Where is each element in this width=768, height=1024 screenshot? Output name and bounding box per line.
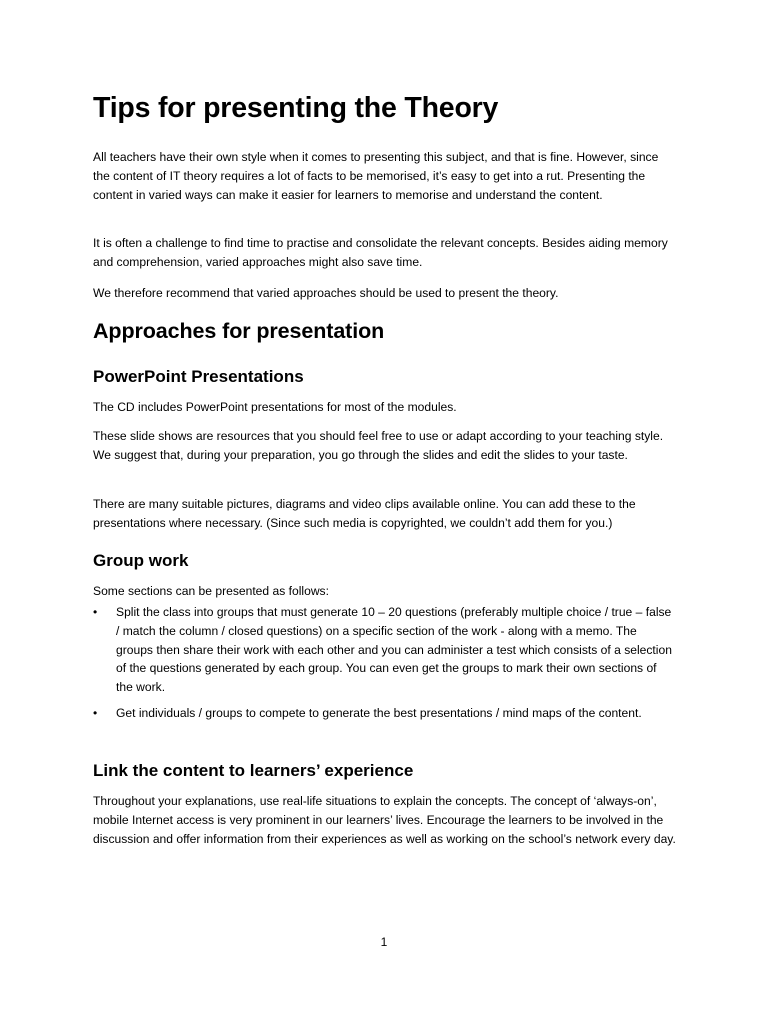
group-work-heading: Group work <box>93 551 189 570</box>
powerpoint-paragraph-1: The CD includes PowerPoint presentations for most of the modules. <box>93 400 457 414</box>
bullet-icon: • <box>93 705 98 720</box>
list-item-text: Split the class into groups that must generate 10 – 20 questions (preferably multiple choice / true – false / match the column / closed questions) on a specific section of the work - along with a memo. The groups then share their work with each other and you can administer a test which consists of a selection of the questions generated by each group. You can even get the groups to mark their own sections of the work. <box>116 605 672 695</box>
powerpoint-paragraph-2: These slide shows are resources that you should feel free to use or adapt according to your teaching style. We suggest that, during your preparation, you go through the slides and edit the slides to your taste. <box>93 429 664 462</box>
link-content-paragraph: Throughout your explanations, use real-life situations to explain the concepts. The concept of ‘always-on’, mobile Internet access is very prominent in our learners’ lives. Encourage the learners to be involved in the discussion and offer information from their experiences as well as working on the school’s network every day. <box>93 794 676 846</box>
intro-paragraph-1: All teachers have their own style when it comes to presenting this subject, and that is fine. However, since the content of IT theory requires a lot of facts to be memorised, it’s easy to get into a rut. Presenting the content in varied ways can make it easier for learners to memorise and understand the content. <box>93 150 659 202</box>
intro-paragraph-3: We therefore recommend that varied approaches should be used to present the theory. <box>93 286 559 300</box>
list-item <box>93 603 676 697</box>
powerpoint-paragraph-3: There are many suitable pictures, diagrams and video clips available online. You can add these to the presentations where necessary. (Since such media is copyrighted, we couldn’t add them for you.) <box>93 497 636 530</box>
approaches-heading: Approaches for presentation <box>93 319 385 343</box>
page-title: Tips for presenting the Theory <box>93 92 499 124</box>
group-work-list <box>93 603 676 730</box>
intro-paragraph-2: It is often a challenge to find time to practise and consolidate the relevant concepts. Besides aiding memory and comprehension, varied approaches might also save time. <box>93 236 668 269</box>
list-item <box>93 704 676 723</box>
list-item-text: Get individuals / groups to compete to generate the best presentations / mind maps of the content. <box>116 705 642 720</box>
group-work-intro: Some sections can be presented as follows: <box>93 584 329 598</box>
powerpoint-heading: PowerPoint Presentations <box>93 367 304 386</box>
bullet-icon: • <box>93 605 98 619</box>
link-content-heading: Link the content to learners’ experience <box>93 761 414 780</box>
page-number: 1 <box>380 935 388 949</box>
